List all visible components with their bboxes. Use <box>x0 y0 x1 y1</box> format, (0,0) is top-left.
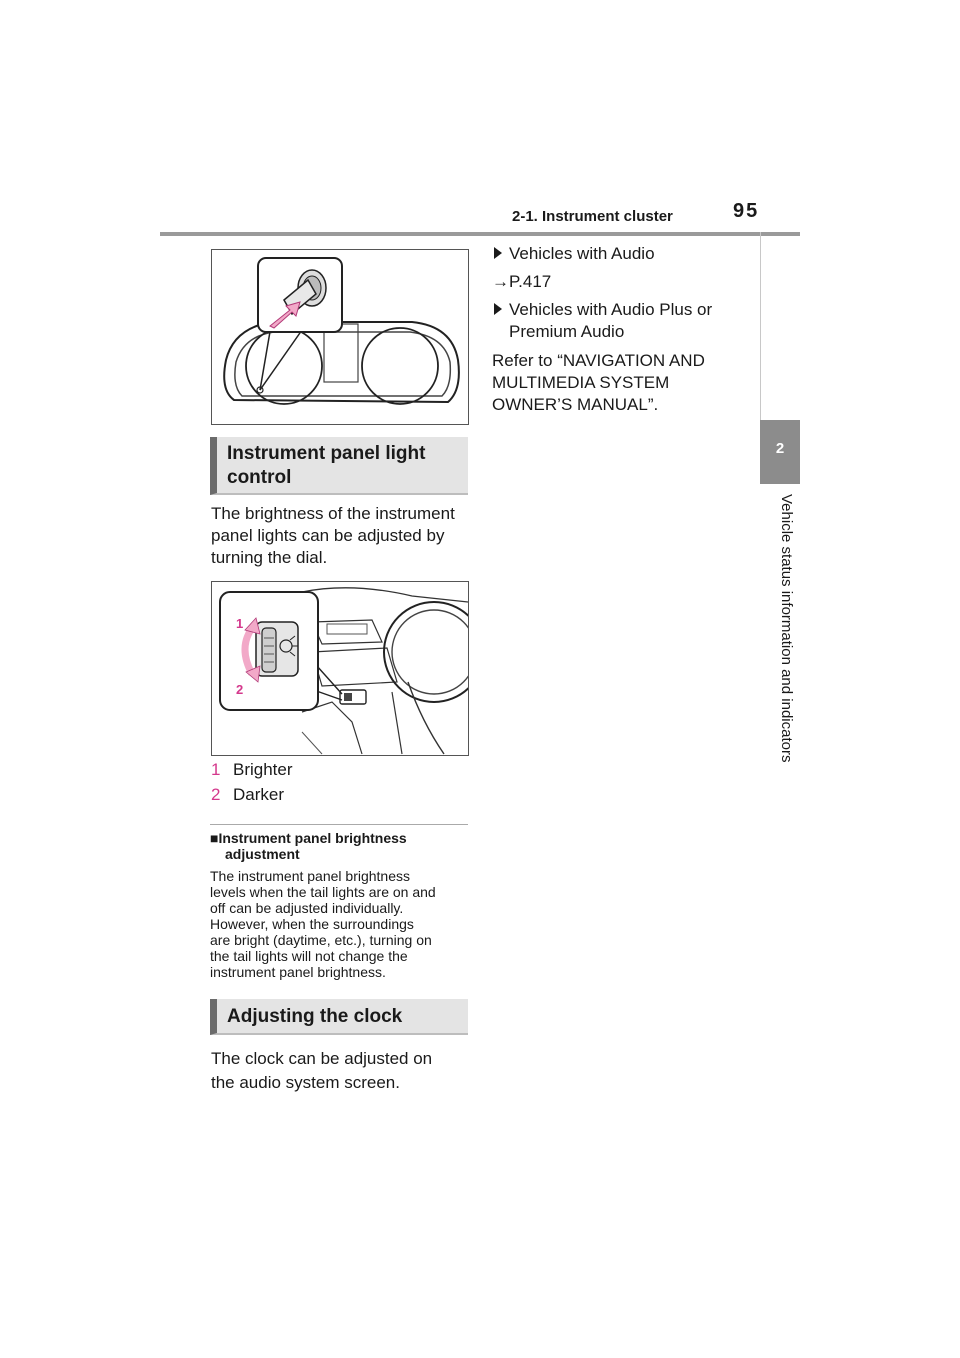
intro-line: panel lights can be adjusted by <box>211 526 445 545</box>
instrument-cluster-illustration <box>212 250 468 424</box>
section-heading-light-control <box>210 437 468 495</box>
bullet-text: Premium Audio <box>509 322 625 341</box>
note-rule <box>210 824 468 825</box>
intro-line: The brightness of the instrument <box>211 504 455 523</box>
bullet-text: Vehicles with Audio <box>509 244 655 263</box>
list-label: Darker <box>233 785 285 804</box>
running-header-title: 2-1. Instrument cluster <box>512 208 673 225</box>
list-item-brighter <box>211 760 293 780</box>
bullet-text: Vehicles with Audio Plus or <box>509 300 713 319</box>
callout-2: 2 <box>236 682 244 697</box>
side-rule <box>760 232 761 420</box>
page-number: 95 <box>733 200 760 222</box>
list-number: 2 <box>211 785 221 804</box>
note-line: levels when the tail lights are on and <box>210 884 436 900</box>
bullet-vehicles-with-audio <box>494 243 655 265</box>
clock-text-line: the audio system screen. <box>211 1073 400 1092</box>
note-line: The instrument panel brightness <box>210 868 410 884</box>
note-body <box>210 868 436 980</box>
refer-line: MULTIMEDIA SYSTEM <box>492 373 670 392</box>
bullet-vehicles-with-audio-plus <box>494 299 712 343</box>
section-heading-line1: Instrument panel light <box>227 443 426 464</box>
list-label: Brighter <box>233 760 293 779</box>
note-line: instrument panel brightness. <box>210 964 386 980</box>
clock-text <box>211 1047 432 1095</box>
list-number: 1 <box>211 760 221 779</box>
clock-text-line: The clock can be adjusted on <box>211 1049 433 1068</box>
triangle-bullet-icon <box>494 247 502 259</box>
intro-line: turning the dial. <box>211 548 328 567</box>
callout-1: 1 <box>236 616 244 631</box>
note-line: off can be adjusted individually. <box>210 900 404 916</box>
instrument-cluster-figure <box>211 249 469 425</box>
list-item-darker <box>211 785 284 805</box>
note-line: However, when the surroundings <box>210 916 414 932</box>
header-rule <box>160 232 800 236</box>
section-heading-line2: control <box>227 467 292 488</box>
section-heading-clock: Adjusting the clock <box>210 999 468 1035</box>
chapter-tab-title: Vehicle status information and indicators <box>778 494 795 763</box>
note-title-line: ■Instrument panel brightness <box>210 830 407 846</box>
chapter-tab-number: 2 <box>775 440 785 457</box>
note-title <box>210 830 407 862</box>
note-line: are bright (daytime, etc.), turning on <box>210 932 432 948</box>
light-control-intro <box>211 503 455 569</box>
page-reference-link[interactable]: →P.417 <box>492 272 552 291</box>
dashboard-dial-illustration <box>212 582 468 755</box>
refer-text <box>492 350 705 416</box>
note-line: the tail lights will not change the <box>210 948 408 964</box>
refer-line: OWNER’S MANUAL”. <box>492 395 659 414</box>
brightness-dial-figure <box>211 581 469 756</box>
note-title-line: adjustment <box>225 846 300 862</box>
refer-line: Refer to “NAVIGATION AND <box>492 351 705 370</box>
triangle-bullet-icon <box>494 303 502 315</box>
